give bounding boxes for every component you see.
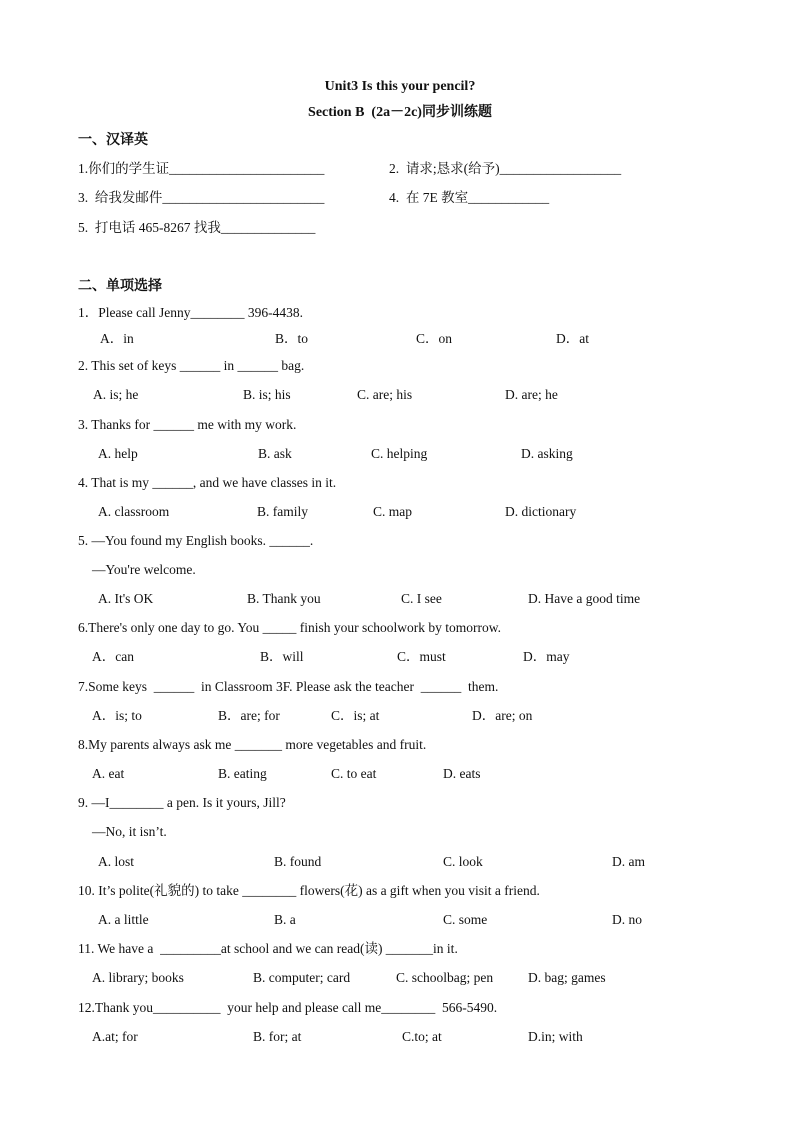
option-d: D．at <box>556 331 589 346</box>
translate-item-3: 3. 给我发邮件________________________ <box>78 190 325 205</box>
option-d: D. no <box>612 912 642 927</box>
option-d: D. Have a good time <box>528 591 641 606</box>
option-c: C.to; at <box>402 1029 442 1044</box>
option-a: A. is; he <box>93 387 139 402</box>
section-2-heading: 二、单项选择 <box>78 279 162 294</box>
option-b: B. ask <box>258 446 292 461</box>
option-a: A. It's OK <box>98 591 154 606</box>
option-a: A．in <box>100 331 134 346</box>
option-b: B. Thank you <box>247 591 321 606</box>
option-d: D.in; with <box>528 1029 583 1044</box>
translate-item-5: 5. 打电话 465-8267 找我______________ <box>78 220 316 235</box>
option-a: A. lost <box>98 854 135 869</box>
option-a: A. help <box>98 446 138 461</box>
section-1-heading: 一、汉译英 <box>78 133 148 148</box>
question-stem: 8.My parents always ask me _______ more vegetables and fruit. <box>78 737 427 752</box>
question-stem: 11. We have a _________at school and we can read(读) _______in it. <box>78 941 458 956</box>
option-a: A．can <box>92 649 134 664</box>
option-c: C. I see <box>401 591 442 606</box>
option-d: D．are; on <box>472 708 533 723</box>
option-b: B．are; for <box>218 708 280 723</box>
option-a: A.at; for <box>92 1029 138 1044</box>
question-stem: 1．Please call Jenny________ 396-4438. <box>78 305 303 320</box>
option-b: B. computer; card <box>253 970 351 985</box>
translate-item-4: 4. 在 7E 教室____________ <box>389 190 550 205</box>
option-a: A. a little <box>98 912 149 927</box>
option-c: C. map <box>373 504 412 519</box>
option-b: B．will <box>260 649 304 664</box>
question-stem: 2. This set of keys ______ in ______ bag. <box>78 358 305 373</box>
option-d: D. dictionary <box>505 504 577 519</box>
option-c: C. helping <box>371 446 428 461</box>
option-d: D. bag; games <box>528 970 606 985</box>
option-b: B. found <box>274 854 322 869</box>
question-stem: 9. —I________ a pen. Is it yours, Jill? <box>78 795 286 810</box>
option-b: B. family <box>257 504 308 519</box>
option-c: C．on <box>416 331 453 346</box>
option-d: D. am <box>612 854 645 869</box>
option-b: B. for; at <box>253 1029 302 1044</box>
question-dialogue-reply: —You're welcome. <box>92 562 196 577</box>
option-a: A．is; to <box>92 708 142 723</box>
option-d: D．may <box>523 649 570 664</box>
question-stem: 5. —You found my English books. ______. <box>78 533 314 548</box>
option-c: C. are; his <box>357 387 413 402</box>
option-a: A. classroom <box>98 504 170 519</box>
option-c: C．is; at <box>331 708 380 723</box>
translate-item-2: 2. 请求;恳求(给予)__________________ <box>389 161 622 176</box>
question-stem: 6.There's only one day to go. You _____ finish your schoolwork by tomorrow. <box>78 620 502 635</box>
option-c: C. to eat <box>331 766 377 781</box>
option-b: B. a <box>274 912 296 927</box>
question-stem: 4. That is my ______, and we have classes in it. <box>78 475 337 490</box>
question-stem: 3. Thanks for ______ me with my work. <box>78 417 297 432</box>
option-a: A. eat <box>92 766 125 781</box>
question-dialogue-reply: —No, it isn’t. <box>92 824 167 839</box>
option-c: C. some <box>443 912 488 927</box>
option-b: B. eating <box>218 766 267 781</box>
option-d: D. are; he <box>505 387 558 402</box>
option-c: C. schoolbag; pen <box>396 970 494 985</box>
option-b: B. is; his <box>243 387 291 402</box>
page-subtitle: Section B (2a－2c)同步训练题 <box>308 105 492 120</box>
option-b: B．to <box>275 331 309 346</box>
option-c: C．must <box>397 649 446 664</box>
option-d: D. eats <box>443 766 481 781</box>
option-a: A. library; books <box>92 970 184 985</box>
option-d: D. asking <box>521 446 573 461</box>
page-title: Unit3 Is this your pencil? <box>324 79 476 94</box>
translate-item-1: 1.你们的学生证_______________________ <box>78 161 325 176</box>
option-c: C. look <box>443 854 483 869</box>
question-stem: 7.Some keys ______ in Classroom 3F. Please ask the teacher ______ them. <box>78 679 499 694</box>
question-stem: 12.Thank you__________ your help and please call me________ 566-5490. <box>78 1000 498 1015</box>
question-stem: 10. It’s polite(礼貌的) to take ________ flowers(花) as a gift when you visit a friend. <box>78 883 540 898</box>
